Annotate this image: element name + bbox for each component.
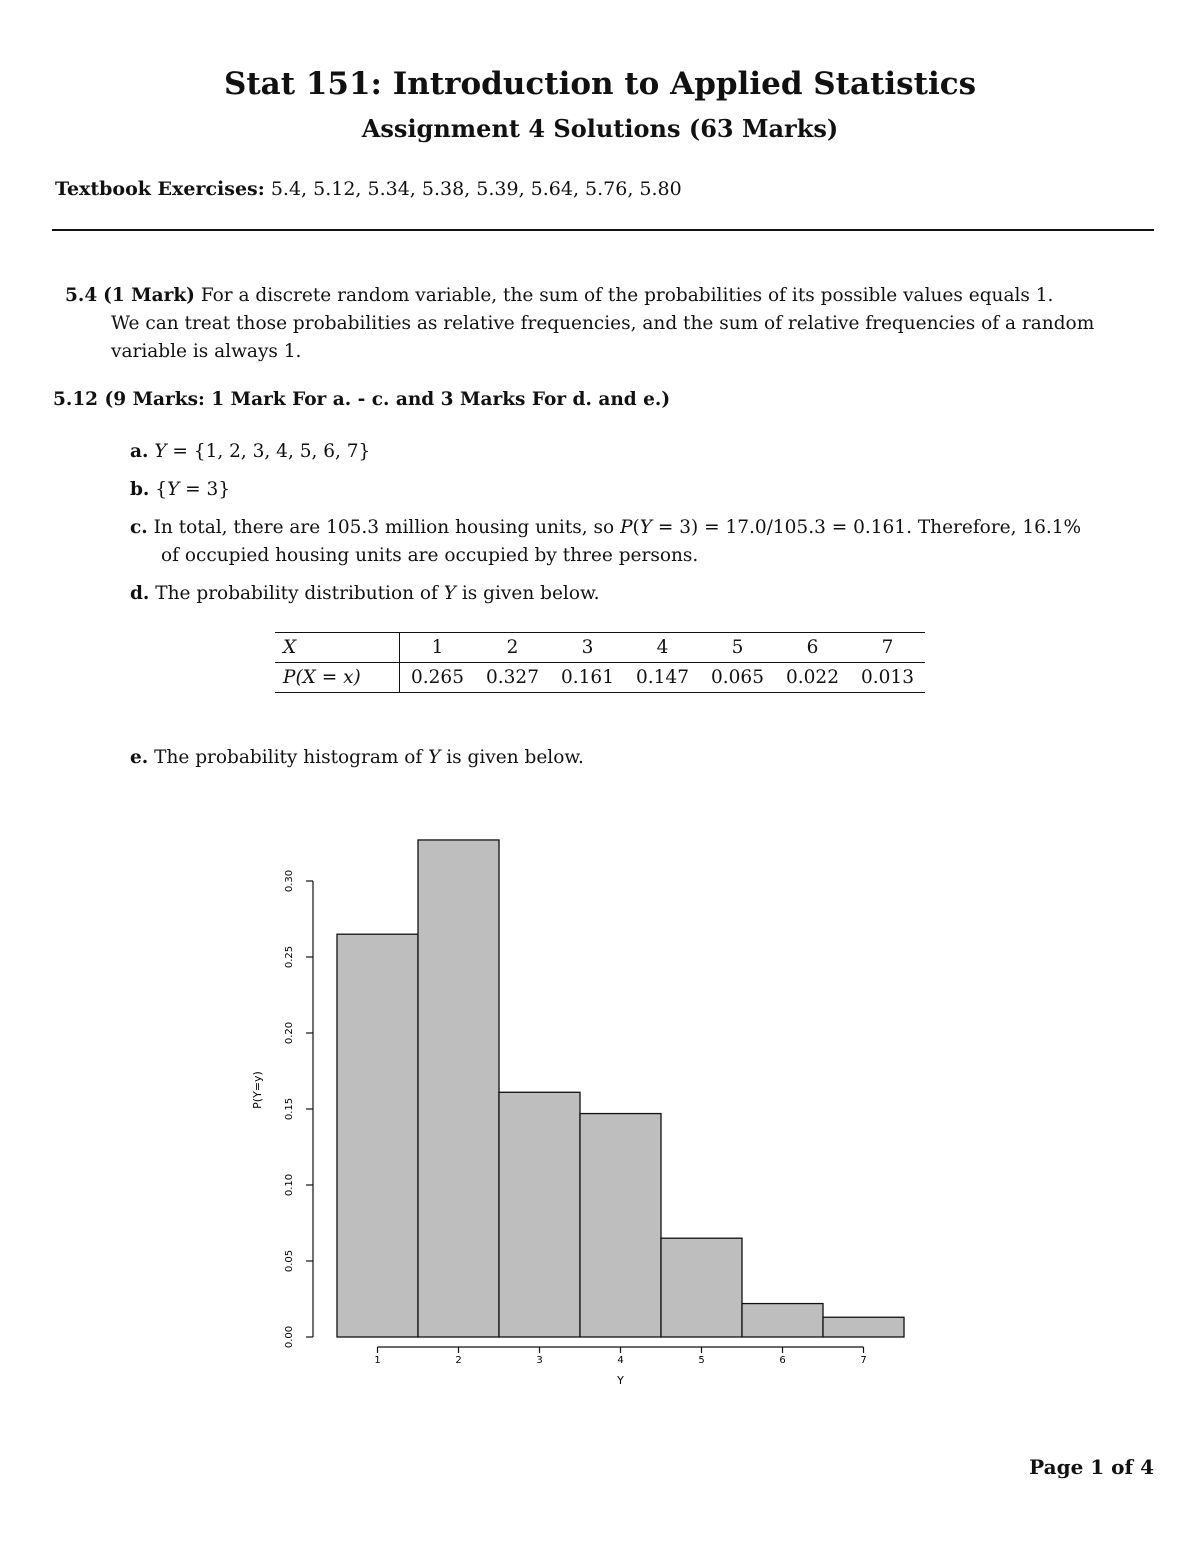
part-c-open: ( (632, 517, 640, 538)
part-e-label: e. (130, 747, 149, 768)
exercises-label: Textbook Exercises: (55, 178, 265, 200)
histogram-bar-4 (580, 1114, 661, 1337)
part-c-label: c. (130, 517, 148, 538)
x-axis-label: Y (617, 1374, 624, 1387)
y-tick-label: 0.25 (284, 945, 295, 969)
part-c-p: P (620, 517, 633, 538)
table-cell: 5 (700, 633, 775, 663)
y-tick-label: 0.20 (284, 1021, 295, 1045)
part-a-set: = {1, 2, 3, 4, 5, 6, 7} (166, 441, 371, 462)
q54-marks: (1 Mark) (103, 285, 195, 306)
table-cell: 2 (475, 633, 550, 663)
x-tick-label: 7 (860, 1355, 867, 1366)
histogram-bar-6 (742, 1304, 823, 1337)
table-header-p: P(X = x) (275, 663, 400, 693)
x-tick-label: 4 (617, 1355, 624, 1366)
y-axis-label: P(Y=y) (251, 1071, 264, 1109)
table-header-x: X (275, 633, 400, 663)
table-cell: 1 (400, 633, 476, 663)
y-tick-label: 0.05 (284, 1249, 295, 1273)
table-cell: 7 (850, 633, 925, 663)
table-cell: 0.147 (625, 663, 700, 693)
histogram-bar-1 (337, 934, 418, 1337)
table-cell: 0.022 (775, 663, 850, 693)
q54-text-line1: For a discrete random variable, the sum of the probabilities of its possible values equals 1. (200, 285, 1054, 306)
table-cell: 0.161 (550, 663, 625, 693)
document-title: Stat 151: Introduction to Applied Statistics (223, 66, 977, 102)
part-d-text1: The probability distribution of (155, 583, 444, 604)
x-tick-label: 2 (455, 1355, 462, 1366)
part-e-text2: is given below. (440, 747, 584, 768)
q512-marks: (9 Marks: 1 Mark For a. - c. and 3 Marks For d. and e.) (104, 389, 671, 410)
part-b-label: b. (130, 479, 150, 500)
x-tick-label: 6 (779, 1355, 786, 1366)
table-cell: 3 (550, 633, 625, 663)
part-e-text1: The probability histogram of (154, 747, 429, 768)
table-cell: 0.265 (400, 663, 476, 693)
part-a-var: Y (154, 441, 167, 462)
part-c-line2: of occupied housing units are occupied by three persons. (161, 545, 699, 566)
q54-line3: variable is always 1. (111, 341, 302, 362)
y-tick-label: 0.15 (284, 1097, 295, 1121)
histogram-bar-3 (499, 1092, 580, 1337)
q54-number: 5.4 (65, 285, 98, 306)
table-cell: 0.065 (700, 663, 775, 693)
part-d-text2: is given below. (456, 583, 600, 604)
table-cell: 0.327 (475, 663, 550, 693)
part-b-open: { (155, 479, 168, 500)
q512-number: 5.12 (53, 389, 99, 410)
x-tick-label: 1 (374, 1355, 381, 1366)
histogram-bar-5 (661, 1238, 742, 1337)
y-tick-label: 0.00 (284, 1325, 295, 1349)
table-cell: 0.013 (850, 663, 925, 693)
part-d-var: Y (443, 583, 456, 604)
exercises-list: 5.4, 5.12, 5.34, 5.38, 5.39, 5.64, 5.76, 5.80 (270, 178, 682, 200)
histogram-bar-7 (823, 1317, 904, 1337)
document-subtitle: Assignment 4 Solutions (63 Marks) (361, 114, 839, 143)
table-cell: 4 (625, 633, 700, 663)
part-c-expr: = 3) = 17.0/105.3 = 0.161. Therefore, 16.1% (651, 517, 1082, 538)
part-a-label: a. (130, 441, 149, 462)
q54-line2: We can treat those probabilities as relative frequencies, and the sum of relative frequencies of a random (111, 313, 1095, 334)
part-e-var: Y (428, 747, 441, 768)
x-tick-label: 3 (536, 1355, 543, 1366)
histogram-bar-2 (418, 840, 499, 1337)
part-b-var: Y (167, 479, 180, 500)
y-tick-label: 0.30 (284, 869, 295, 893)
x-tick-label: 5 (698, 1355, 705, 1366)
part-c-text1: In total, there are 105.3 million housing units, so (153, 517, 621, 538)
part-c-var: Y (639, 517, 652, 538)
table-cell: 6 (775, 633, 850, 663)
part-d-label: d. (130, 583, 150, 604)
part-b-rest: = 3} (179, 479, 231, 500)
page-number: Page 1 of 4 (1029, 1455, 1154, 1479)
y-tick-label: 0.10 (284, 1173, 295, 1197)
